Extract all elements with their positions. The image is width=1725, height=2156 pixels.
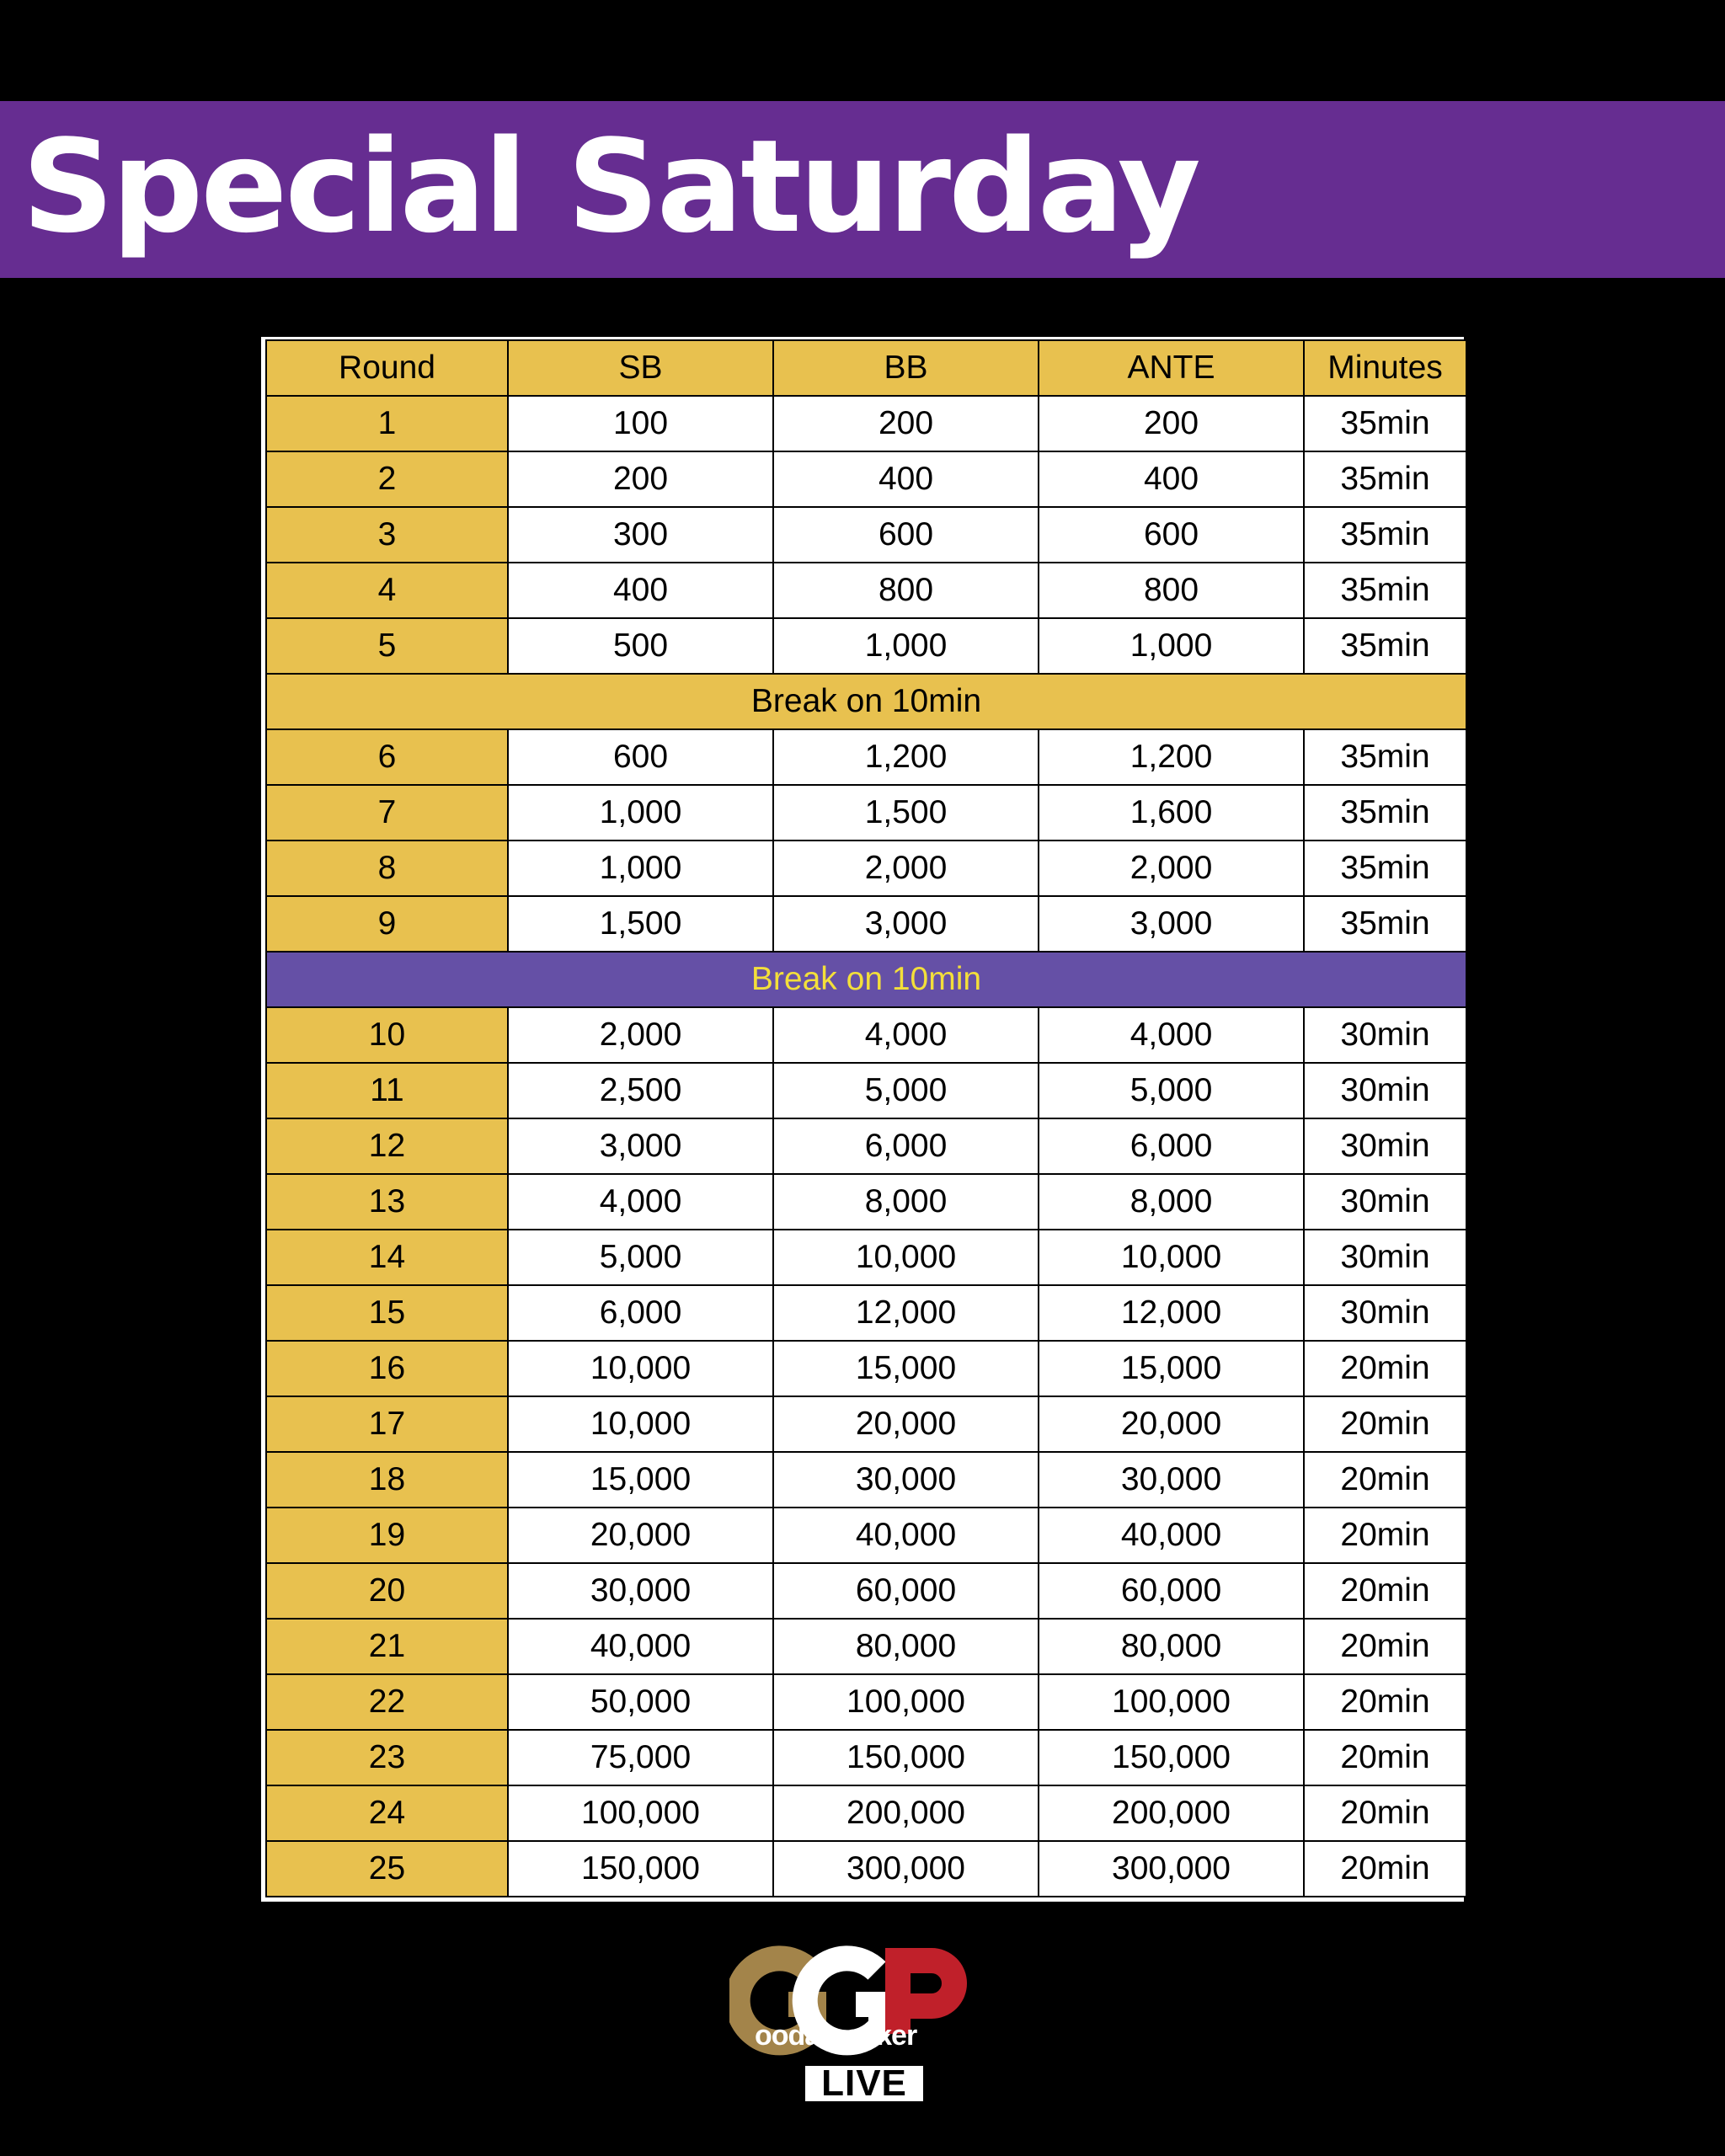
round-cell: 20 [266, 1563, 508, 1619]
break-row [266, 674, 1466, 729]
bb-cell: 300,000 [773, 1841, 1039, 1897]
round-cell: 8 [266, 841, 508, 896]
title-banner [0, 101, 1725, 278]
sb-cell: 20,000 [508, 1508, 773, 1563]
round-cell: 17 [266, 1396, 508, 1452]
round-cell: 12 [266, 1118, 508, 1174]
round-cell: 13 [266, 1174, 508, 1230]
round-cell: 3 [266, 507, 508, 563]
ante-cell: 800 [1039, 563, 1304, 618]
ante-cell: 1,000 [1039, 618, 1304, 674]
table-row [266, 618, 1466, 674]
minutes-cell: 35min [1304, 785, 1466, 841]
ante-cell: 15,000 [1039, 1341, 1304, 1396]
minutes-cell: 35min [1304, 451, 1466, 507]
table-row [266, 1174, 1466, 1230]
minutes-cell: 30min [1304, 1174, 1466, 1230]
page-title: Special Saturday [22, 112, 1199, 261]
table-row [266, 841, 1466, 896]
bb-cell: 30,000 [773, 1452, 1039, 1508]
table-row [266, 507, 1466, 563]
minutes-cell: 30min [1304, 1230, 1466, 1285]
round-cell: 6 [266, 729, 508, 785]
table-row [266, 1341, 1466, 1396]
ante-cell: 200 [1039, 396, 1304, 451]
minutes-cell: 30min [1304, 1285, 1466, 1341]
table-row [266, 1452, 1466, 1508]
bb-cell: 4,000 [773, 1007, 1039, 1063]
sb-cell: 6,000 [508, 1285, 773, 1341]
table-row [266, 1118, 1466, 1174]
minutes-cell: 35min [1304, 841, 1466, 896]
bb-cell: 40,000 [773, 1508, 1039, 1563]
header-round: Round [266, 340, 508, 396]
table-row [266, 896, 1466, 952]
bb-cell: 60,000 [773, 1563, 1039, 1619]
minutes-cell: 30min [1304, 1007, 1466, 1063]
table-row [266, 1785, 1466, 1841]
ante-cell: 3,000 [1039, 896, 1304, 952]
ante-cell: 80,000 [1039, 1619, 1304, 1674]
sb-cell: 75,000 [508, 1730, 773, 1785]
sb-cell: 2,000 [508, 1007, 773, 1063]
header-ante: ANTE [1039, 340, 1304, 396]
table-row [266, 1619, 1466, 1674]
round-cell: 14 [266, 1230, 508, 1285]
table-row [266, 1674, 1466, 1730]
sb-cell: 30,000 [508, 1563, 773, 1619]
bb-cell: 5,000 [773, 1063, 1039, 1118]
bb-cell: 100,000 [773, 1674, 1039, 1730]
minutes-cell: 35min [1304, 563, 1466, 618]
table-row [266, 1563, 1466, 1619]
break-label: Break on 10min [266, 674, 1466, 729]
table-row [266, 396, 1466, 451]
round-cell: 15 [266, 1285, 508, 1341]
round-cell: 10 [266, 1007, 508, 1063]
ante-cell: 60,000 [1039, 1563, 1304, 1619]
round-cell: 21 [266, 1619, 508, 1674]
table-row [266, 1230, 1466, 1285]
bb-cell: 400 [773, 451, 1039, 507]
ante-cell: 100,000 [1039, 1674, 1304, 1730]
bb-cell: 150,000 [773, 1730, 1039, 1785]
sb-cell: 15,000 [508, 1452, 773, 1508]
header-bb: BB [773, 340, 1039, 396]
sb-cell: 3,000 [508, 1118, 773, 1174]
minutes-cell: 20min [1304, 1563, 1466, 1619]
round-cell: 2 [266, 451, 508, 507]
ante-cell: 5,000 [1039, 1063, 1304, 1118]
table-row [266, 451, 1466, 507]
bb-cell: 200 [773, 396, 1039, 451]
table-row [266, 1396, 1466, 1452]
ante-cell: 40,000 [1039, 1508, 1304, 1563]
minutes-cell: 20min [1304, 1508, 1466, 1563]
break-label: Break on 10min [266, 952, 1466, 1007]
bb-cell: 1,000 [773, 618, 1039, 674]
sb-cell: 1,000 [508, 785, 773, 841]
round-cell: 11 [266, 1063, 508, 1118]
sb-cell: 1,000 [508, 841, 773, 896]
minutes-cell: 30min [1304, 1063, 1466, 1118]
logo-tagline: oodameoker [755, 2020, 917, 2052]
sb-cell: 2,500 [508, 1063, 773, 1118]
sb-cell: 200 [508, 451, 773, 507]
minutes-cell: 20min [1304, 1396, 1466, 1452]
bb-cell: 80,000 [773, 1619, 1039, 1674]
bb-cell: 800 [773, 563, 1039, 618]
round-cell: 25 [266, 1841, 508, 1897]
blind-structure-table [265, 339, 1467, 1897]
live-badge [802, 2063, 927, 2105]
ante-cell: 10,000 [1039, 1230, 1304, 1285]
bb-cell: 12,000 [773, 1285, 1039, 1341]
ante-cell: 400 [1039, 451, 1304, 507]
bb-cell: 3,000 [773, 896, 1039, 952]
table-row [266, 1285, 1466, 1341]
sb-cell: 600 [508, 729, 773, 785]
ante-cell: 8,000 [1039, 1174, 1304, 1230]
minutes-cell: 35min [1304, 507, 1466, 563]
minutes-cell: 30min [1304, 1118, 1466, 1174]
sb-cell: 500 [508, 618, 773, 674]
live-label: LIVE [821, 2063, 907, 2104]
table-row [266, 1841, 1466, 1897]
sb-cell: 10,000 [508, 1341, 773, 1396]
bb-cell: 20,000 [773, 1396, 1039, 1452]
bb-cell: 600 [773, 507, 1039, 563]
ante-cell: 300,000 [1039, 1841, 1304, 1897]
bb-cell: 6,000 [773, 1118, 1039, 1174]
minutes-cell: 20min [1304, 1841, 1466, 1897]
ante-cell: 200,000 [1039, 1785, 1304, 1841]
round-cell: 22 [266, 1674, 508, 1730]
table-row [266, 1007, 1466, 1063]
minutes-cell: 35min [1304, 618, 1466, 674]
minutes-cell: 35min [1304, 396, 1466, 451]
bb-cell: 200,000 [773, 1785, 1039, 1841]
ante-cell: 6,000 [1039, 1118, 1304, 1174]
minutes-cell: 20min [1304, 1785, 1466, 1841]
break-row [266, 952, 1466, 1007]
sb-cell: 40,000 [508, 1619, 773, 1674]
sb-cell: 4,000 [508, 1174, 773, 1230]
ante-cell: 1,200 [1039, 729, 1304, 785]
round-cell: 7 [266, 785, 508, 841]
round-cell: 23 [266, 1730, 508, 1785]
sb-cell: 100 [508, 396, 773, 451]
minutes-cell: 20min [1304, 1730, 1466, 1785]
header-sb: SB [508, 340, 773, 396]
round-cell: 4 [266, 563, 508, 618]
sb-cell: 100,000 [508, 1785, 773, 1841]
table-body [266, 396, 1466, 1897]
minutes-cell: 35min [1304, 896, 1466, 952]
minutes-cell: 20min [1304, 1674, 1466, 1730]
round-cell: 9 [266, 896, 508, 952]
round-cell: 19 [266, 1508, 508, 1563]
sb-cell: 10,000 [508, 1396, 773, 1452]
sb-cell: 300 [508, 507, 773, 563]
blind-structure-table-container [261, 337, 1464, 1902]
ante-cell: 12,000 [1039, 1285, 1304, 1341]
sb-cell: 50,000 [508, 1674, 773, 1730]
table-header-row [266, 340, 1466, 396]
bb-cell: 8,000 [773, 1174, 1039, 1230]
ante-cell: 20,000 [1039, 1396, 1304, 1452]
ante-cell: 30,000 [1039, 1452, 1304, 1508]
sb-cell: 150,000 [508, 1841, 773, 1897]
ante-cell: 150,000 [1039, 1730, 1304, 1785]
ante-cell: 2,000 [1039, 841, 1304, 896]
round-cell: 24 [266, 1785, 508, 1841]
header-minutes: Minutes [1304, 340, 1466, 396]
ante-cell: 4,000 [1039, 1007, 1304, 1063]
ante-cell: 1,600 [1039, 785, 1304, 841]
sb-cell: 5,000 [508, 1230, 773, 1285]
sb-cell: 1,500 [508, 896, 773, 952]
bb-cell: 1,500 [773, 785, 1039, 841]
minutes-cell: 20min [1304, 1341, 1466, 1396]
minutes-cell: 20min [1304, 1452, 1466, 1508]
round-cell: 16 [266, 1341, 508, 1396]
round-cell: 1 [266, 396, 508, 451]
table-row [266, 785, 1466, 841]
bb-cell: 1,200 [773, 729, 1039, 785]
ante-cell: 600 [1039, 507, 1304, 563]
table-row [266, 1730, 1466, 1785]
bb-cell: 15,000 [773, 1341, 1039, 1396]
minutes-cell: 35min [1304, 729, 1466, 785]
minutes-cell: 20min [1304, 1619, 1466, 1674]
table-row [266, 563, 1466, 618]
table-row [266, 1508, 1466, 1563]
table-row [266, 1063, 1466, 1118]
round-cell: 18 [266, 1452, 508, 1508]
bb-cell: 10,000 [773, 1230, 1039, 1285]
round-cell: 5 [266, 618, 508, 674]
sb-cell: 400 [508, 563, 773, 618]
table-row [266, 729, 1466, 785]
bb-cell: 2,000 [773, 841, 1039, 896]
